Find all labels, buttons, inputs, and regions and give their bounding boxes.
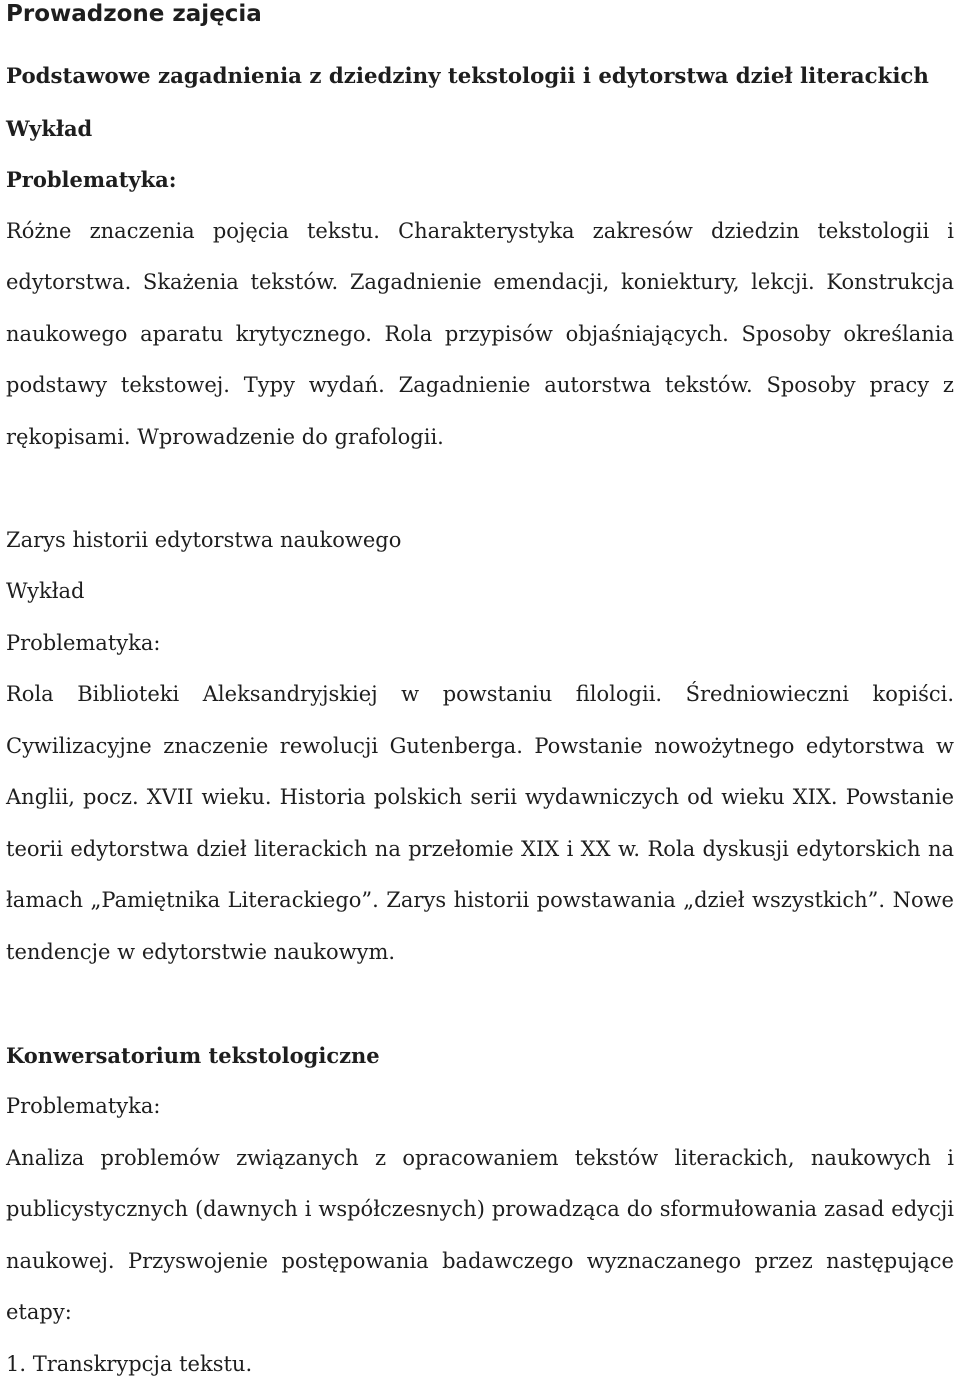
list-item: 1. Transkrypcja tekstu. xyxy=(6,1339,954,1390)
section-description: Różne znaczenia pojęcia tekstu. Charakterystyka zakresów dziedzin tekstologii i edytorstwa. Skażenia tekstów. Zagadnienie emendacji, koniektury, lekcji. Konstrukcja naukowego aparatu krytycznego. Rola przypisów objaśniających. Sposoby określania podstawy tekstowej. Typy wydań. Zagadnienie autorstwa tekstów. Sposoby pracy z rękopisami. Wprowadzenie do grafologii. xyxy=(6,206,954,464)
section-history xyxy=(6,515,954,979)
section-title: Zarys historii edytorstwa naukowego xyxy=(6,515,954,567)
problem-label: Problematyka: xyxy=(6,618,954,670)
section-form: Wykład xyxy=(6,103,954,155)
section-form: Wykład xyxy=(6,566,954,618)
section-description: Rola Biblioteki Aleksandryjskiej w powstaniu filologii. Średniowieczni kopiści. Cywilizacyjne znaczenie rewolucji Gutenberga. Powstanie nowożytnego edytorstwa w Anglii, pocz. XVII wieku. Historia polskich serii wydawniczych od wieku XIX. Powstanie teorii edytorstwa dzieł literackich na przełomie XIX i XX w. Rola dyskusji edytorskich na łamach „Pamiętnika Literackiego”. Zarys historii powstawania „dzieł wszystkich”. Nowe tendencje w edytorstwie naukowym. xyxy=(6,669,954,978)
section-title: Konwersatorium tekstologiczne xyxy=(6,1030,954,1082)
problem-label: Problematyka: xyxy=(6,154,954,206)
section-spacer xyxy=(6,978,954,1030)
page-title: Prowadzone zajęcia xyxy=(6,0,954,51)
problem-label: Problematyka: xyxy=(6,1081,954,1133)
section-description: Analiza problemów związanych z opracowaniem tekstów literackich, naukowych i publicystycznych (dawnych i współczesnych) prowadząca do sformułowania zasad edycji naukowej. Przyswojenie postępowania badawczego wyznaczanego przez następujące etapy: xyxy=(6,1133,954,1339)
section-conversatorium xyxy=(6,1030,954,1390)
section-basic-issues xyxy=(6,51,954,463)
section-title: Podstawowe zagadnienia z dziedziny tekstologii i edytorstwa dzieł literackich xyxy=(6,51,954,103)
section-spacer xyxy=(6,463,954,515)
